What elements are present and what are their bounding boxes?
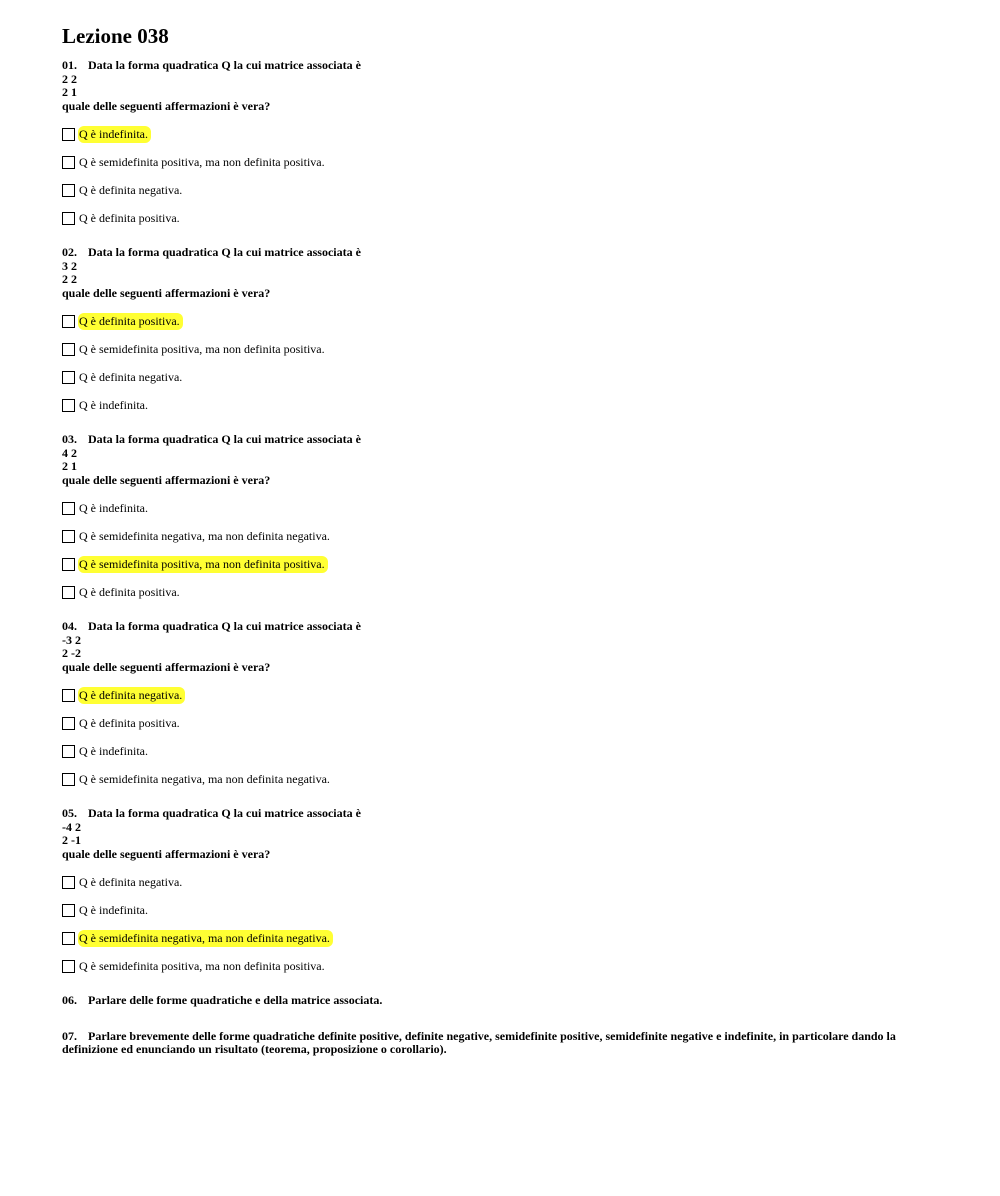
question-heading (62, 807, 942, 821)
answer-text-highlighted: Q è semidefinita positiva, ma non definita positiva. (78, 556, 328, 573)
answer-text: Q è definita negativa. (79, 182, 183, 197)
answer-checkbox[interactable] (62, 156, 75, 169)
answer-option[interactable] (62, 176, 942, 204)
answer-option[interactable] (62, 204, 942, 232)
question-block (62, 59, 942, 232)
answer-checkbox[interactable] (62, 745, 75, 758)
question-text: Data la forma quadratica Q la cui matrice associata è (88, 245, 361, 259)
question-number: 03. (62, 432, 77, 446)
answer-text: Q è semidefinita positiva, ma non definita positiva. (79, 341, 325, 356)
answer-option[interactable] (62, 952, 942, 980)
answer-checkbox[interactable] (62, 586, 75, 599)
answer-option[interactable] (62, 681, 942, 709)
answer-list (62, 494, 942, 606)
question-stem (62, 620, 942, 674)
answer-text-highlighted: Q è indefinita. (78, 126, 151, 143)
answer-checkbox[interactable] (62, 530, 75, 543)
answer-checkbox[interactable] (62, 315, 75, 328)
answer-option[interactable] (62, 765, 942, 793)
question-number: 04. (62, 619, 77, 633)
answer-list (62, 307, 942, 419)
question-stem (62, 807, 942, 861)
matrix-row: 2 -2 (62, 646, 81, 660)
matrix-row: -4 2 (62, 819, 81, 834)
answer-text: Q è indefinita. (79, 397, 148, 412)
document-page (62, 24, 942, 1057)
question-heading (62, 620, 942, 634)
answer-checkbox[interactable] (62, 876, 75, 889)
answer-list (62, 681, 942, 793)
answer-option[interactable] (62, 578, 942, 606)
question-number: 07. (62, 1028, 77, 1043)
answer-option[interactable] (62, 550, 942, 578)
answer-text: Q è semidefinita negativa, ma non definita negativa. (79, 528, 330, 543)
answer-text: Q è indefinita. (79, 500, 148, 515)
answer-text: Q è definita positiva. (79, 210, 180, 225)
answer-checkbox[interactable] (62, 558, 75, 571)
answer-checkbox[interactable] (62, 184, 75, 197)
answer-text-highlighted: Q è definita negativa. (78, 687, 185, 704)
matrix-row: 2 1 (62, 85, 77, 99)
matrix-row: 4 2 (62, 445, 77, 460)
question-prompt: quale delle seguenti affermazioni è vera? (62, 846, 271, 861)
answer-text: Q è indefinita. (79, 743, 148, 758)
answer-text: Q è definita negativa. (79, 369, 183, 384)
matrix-row: 2 -1 (62, 833, 81, 847)
answer-checkbox[interactable] (62, 371, 75, 384)
question-number: 01. (62, 58, 77, 72)
page-title: Lezione 038 (62, 24, 169, 48)
answer-text: Q è semidefinita negativa, ma non definita negativa. (79, 771, 330, 786)
matrix-row: 2 2 (62, 71, 77, 86)
answer-text: Q è indefinita. (79, 902, 148, 917)
answer-checkbox[interactable] (62, 502, 75, 515)
answer-checkbox[interactable] (62, 773, 75, 786)
question-text: Data la forma quadratica Q la cui matrice associata è (88, 58, 361, 72)
open-question (62, 1030, 942, 1057)
answer-option[interactable] (62, 363, 942, 391)
matrix-row: -3 2 (62, 632, 81, 647)
answer-checkbox[interactable] (62, 128, 75, 141)
question-number: 02. (62, 245, 77, 259)
question-number: 05. (62, 806, 77, 820)
question-block (62, 807, 942, 980)
answer-checkbox[interactable] (62, 932, 75, 945)
open-question-text: Parlare delle forme quadratiche e della matrice associata. (88, 993, 383, 1007)
question-text: Data la forma quadratica Q la cui matrice associata è (88, 806, 361, 820)
answer-checkbox[interactable] (62, 904, 75, 917)
answer-option[interactable] (62, 335, 942, 363)
answer-text: Q è definita negativa. (79, 874, 183, 889)
answer-list (62, 120, 942, 232)
answer-text: Q è definita positiva. (79, 715, 180, 730)
question-block (62, 620, 942, 793)
question-text: Data la forma quadratica Q la cui matrice associata è (88, 432, 361, 446)
question-prompt: quale delle seguenti affermazioni è vera? (62, 659, 271, 674)
answer-text: Q è semidefinita positiva, ma non definita positiva. (79, 958, 325, 973)
question-stem (62, 246, 942, 300)
answer-list (62, 868, 942, 980)
matrix-row: 3 2 (62, 258, 77, 273)
answer-checkbox[interactable] (62, 960, 75, 973)
open-question-list (62, 994, 942, 1057)
question-stem (62, 59, 942, 113)
answer-option[interactable] (62, 307, 942, 335)
answer-text: Q è semidefinita positiva, ma non definita positiva. (79, 154, 325, 169)
answer-option[interactable] (62, 391, 942, 419)
answer-option[interactable] (62, 120, 942, 148)
answer-checkbox[interactable] (62, 212, 75, 225)
question-stem (62, 433, 942, 487)
open-question-text: Parlare brevemente delle forme quadratiche definite positive, definite negative, semidefinite positive, semidefinite negative e indefinite, in particolare dando la definizione ed enunciando un risultato (teorema, proposizione o corollario). (62, 1028, 896, 1056)
question-list (62, 59, 942, 980)
question-text: Data la forma quadratica Q la cui matrice associata è (88, 619, 361, 633)
answer-checkbox[interactable] (62, 717, 75, 730)
question-block (62, 433, 942, 606)
question-block (62, 246, 942, 419)
matrix-row: 2 1 (62, 459, 77, 473)
answer-checkbox[interactable] (62, 689, 75, 702)
question-heading (62, 433, 942, 447)
question-heading (62, 246, 942, 260)
question-prompt: quale delle seguenti affermazioni è vera? (62, 98, 271, 113)
answer-text-highlighted: Q è definita positiva. (78, 313, 183, 330)
answer-checkbox[interactable] (62, 343, 75, 356)
answer-option[interactable] (62, 522, 942, 550)
matrix-row: 2 2 (62, 272, 77, 286)
open-question (62, 994, 942, 1008)
question-prompt: quale delle seguenti affermazioni è vera? (62, 472, 271, 487)
answer-option[interactable] (62, 896, 942, 924)
answer-option[interactable] (62, 737, 942, 765)
answer-text-highlighted: Q è semidefinita negativa, ma non definita negativa. (78, 930, 333, 947)
answer-checkbox[interactable] (62, 399, 75, 412)
answer-text: Q è definita positiva. (79, 584, 180, 599)
question-prompt: quale delle seguenti affermazioni è vera? (62, 285, 271, 300)
answer-option[interactable] (62, 148, 942, 176)
answer-option[interactable] (62, 494, 942, 522)
question-heading (62, 59, 942, 73)
question-number: 06. (62, 993, 77, 1007)
answer-option[interactable] (62, 709, 942, 737)
answer-option[interactable] (62, 868, 942, 896)
answer-option[interactable] (62, 924, 942, 952)
